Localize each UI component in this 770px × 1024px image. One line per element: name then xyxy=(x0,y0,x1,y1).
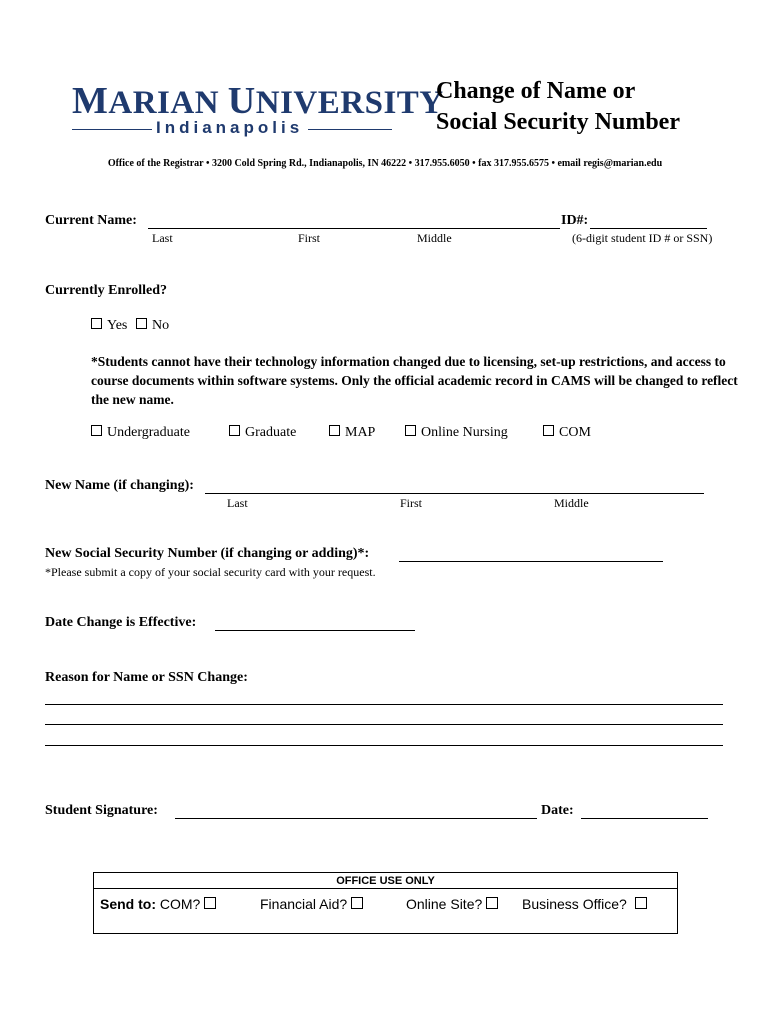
checkbox-icon[interactable] xyxy=(405,425,416,436)
reason-line-2[interactable] xyxy=(45,724,723,725)
checkbox-icon[interactable] xyxy=(136,318,147,329)
new-name-sub-last: Last xyxy=(227,496,248,510)
program-undergraduate[interactable]: Undergraduate xyxy=(91,425,190,441)
new-ssn-label: New Social Security Number (if changing or adding)*: xyxy=(45,546,370,561)
new-name-sub-first: First xyxy=(400,496,423,510)
id-field[interactable] xyxy=(590,214,707,229)
new-name-label: New Name (if changing): xyxy=(45,478,194,493)
logo-city: Indianapolis xyxy=(156,118,304,137)
checkbox-icon[interactable] xyxy=(351,897,363,909)
technology-note: *Students cannot have their technology information changed due to licensing, set-up restrictions, and access to course documents within software systems. Only the official academic record in CAMS will be changed to reflect the new name. xyxy=(91,354,738,407)
id-sub-note: (6-digit student ID # or SSN) xyxy=(572,231,713,245)
id-label: ID#: xyxy=(561,213,589,228)
signature-label: Student Signature: xyxy=(45,803,158,818)
send-to-financial-aid[interactable]: Financial Aid? xyxy=(260,896,363,912)
new-name-sub-middle: Middle xyxy=(554,496,589,510)
current-name-sub-first: First xyxy=(298,231,321,245)
checkbox-icon[interactable] xyxy=(204,897,216,909)
new-name-field[interactable] xyxy=(205,479,704,494)
program-graduate[interactable]: Graduate xyxy=(229,425,296,441)
send-to-label: Send to: xyxy=(100,896,156,912)
current-name-field[interactable] xyxy=(148,214,560,229)
send-to-com[interactable]: Send to: COM? xyxy=(100,896,216,912)
new-ssn-field[interactable] xyxy=(399,547,663,562)
date-effective-label: Date Change is Effective: xyxy=(45,615,197,630)
logo-city-line xyxy=(72,118,392,140)
checkbox-icon[interactable] xyxy=(635,897,647,909)
enrolled-no-option[interactable]: No xyxy=(136,318,169,334)
checkbox-icon[interactable] xyxy=(229,425,240,436)
university-logo: MARIAN UNIVERSITY xyxy=(72,80,444,122)
checkbox-icon[interactable] xyxy=(91,318,102,329)
enrolled-yes-option[interactable]: Yes xyxy=(91,318,127,334)
send-to-business-office[interactable]: Business Office? xyxy=(522,896,647,912)
program-map[interactable]: MAP xyxy=(329,425,375,441)
current-name-sub-middle: Middle xyxy=(417,231,452,245)
checkbox-icon[interactable] xyxy=(329,425,340,436)
office-use-header: OFFICE USE ONLY xyxy=(94,873,677,889)
document-title: Change of Name or Social Security Number xyxy=(436,78,680,135)
reason-line-3[interactable] xyxy=(45,745,723,746)
checkbox-icon[interactable] xyxy=(91,425,102,436)
enrolled-label: Currently Enrolled? xyxy=(45,283,167,298)
current-name-sub-last: Last xyxy=(152,231,173,245)
current-name-label: Current Name: xyxy=(45,213,137,228)
office-use-box xyxy=(93,872,678,934)
reason-line-1[interactable] xyxy=(45,704,723,705)
signature-field[interactable] xyxy=(175,804,537,819)
program-online-nursing[interactable]: Online Nursing xyxy=(405,425,508,441)
program-com[interactable]: COM xyxy=(543,425,591,441)
signature-date-label: Date: xyxy=(541,803,574,818)
signature-date-field[interactable] xyxy=(581,804,708,819)
checkbox-icon[interactable] xyxy=(543,425,554,436)
ssn-card-note: *Please submit a copy of your social security card with your request. xyxy=(45,565,376,579)
date-effective-field[interactable] xyxy=(215,616,415,631)
checkbox-icon[interactable] xyxy=(486,897,498,909)
send-to-online-site[interactable]: Online Site? xyxy=(406,896,498,912)
office-contact-line: Office of the Registrar • 3200 Cold Spring Rd., Indianapolis, IN 46222 • 317.955.6050 • fax 317.955.6575 • email regis@marian.edu xyxy=(107,158,663,169)
reason-label: Reason for Name or SSN Change: xyxy=(45,670,248,685)
